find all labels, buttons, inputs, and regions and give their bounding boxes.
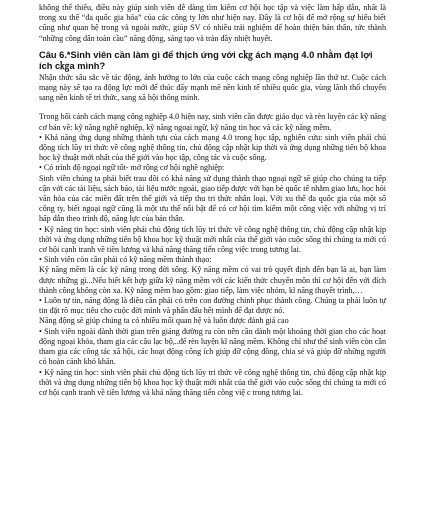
body-paragraph: Kỹ năng mềm là các kỹ năng trong đời sống. Kỹ năng mềm có vai trò quyết định đến bạn là ai, bạn làm được những gì...Nếu biết kết hợp giữa kỹ năng mềm với các kiến thức chuyên môn thì cơ hội đến với đích thành công không còn xa. Kỹ năng mềm bao gồm: giao tiếp, làm việc nhóm, kĩ năng thuyết trình,…: [39, 265, 386, 295]
bullet-paragraph: • Sinh viên còn cần phải có kỹ năng mềm thành thạo:: [39, 255, 212, 265]
lead-paragraph: Nhận thức sâu sắc về tác động, ảnh hưởng to lớn của cuộc cách mạng công nghiệp lần thứ tư. Cuộc cách mạng này sẽ tạo ra động lực mới để thúc đẩy mạnh mẽ nền kinh tế nhiều quốc gia, vùng lãnh thổ chuyển sang nền kinh tế tri thức, sang xã hội thông minh.: [39, 72, 386, 103]
question-heading: Câu 6.*Sinh viên cần làm gì để thịch ứng với c㎏ ách mạng 4.0 nhằm đạt lợi ích c㎏a mình?: [39, 49, 373, 71]
bullet-paragraph: • Kỹ năng tin học: sinh viên phải chủ động tích lũy tri thức về công nghệ thông tin, chủ động cập nhật kịp thời và ứng dụng những tiến bộ khoa học kỹ thuật mới nhất của thế giới vào cuộc sống thì chúng ta mới có cơ hội cạnh tranh về tiền lương và khả năng thăng tiến công việc trong tương lai.: [39, 224, 386, 255]
bullet-paragraph: • Sinh viên ngoài dành thời gian trên giảng đường ra còn nên cần dành một khoảng thời gian cho các hoạt động ngoại khóa, tham gia các câu lạc bộ,..để rèn luyện kĩ năng mềm. Không chỉ như thế sinh viên còn cần tham gia các công tác xã hội, các hoạt động công ích giúp đỡ cộng đồng, chia sẻ và giúp đỡ những người có hoàn cảnh khó khăn.: [39, 326, 386, 367]
bullet-paragraph: • Có trình độ ngoại ngữ tốt- mở rộng cơ hội nghề nghiệp:: [39, 163, 225, 173]
body-paragraph: Năng động sẽ giúp chúng ta có nhiều mối quan hệ và luôn được đánh giá cao: [39, 316, 289, 326]
bullet-paragraph: • Kỹ năng tin học: sinh viên phải chủ động tích lũy tri thức về công nghệ thông tin, chủ động cập nhật kịp thời và ứng dụng những tiến bộ khoa học kỹ thuật mới nhất của thế giới vào cuộc sống thì chúng ta mới có cơ hội cạnh tranh về tiền lương và khả năng thăng tiến công việ c trong tương lai.: [39, 367, 386, 397]
body-paragraph: Sinh viên chúng ta phải biết trau dồi có khả năng sử dụng thành thạo ngoại ngữ sẽ giúp cho chúng ta tiếp cận với các tài liệu, sách báo, tài liệu nước ngoài, giao tiếp được với bạn bè quốc tế nhằm giao lưu, học hỏi văn hóa của các miền đất trên thế giới và tiếp thu tri thức nhân loại. Với xu thế đa quốc gia của một số công ty, biết ngoại ngữ cũng là một ưu thế nổi bật để có cơ hội tìm kiếm một công việc với những vị trí hấp dẫn theo trình độ, năng lực của bản thân.: [39, 173, 386, 224]
intro-paragraph: không thể thiếu, điều này giúp sinh viên dễ dàng tìm kiếm cơ hội học tập và việc làm hấp dẫn, nhất là trong xu thế “đa quốc gia hóa” của các công ty lớn như hiện nay. Đây là cơ hội để mở rộng sự hiểu biết cũng như quan hệ trong và ngoài nước, giúp SV có nhiều trải nghiệm để hoàn thiện bản thân, tức thành “những công dân toàn cầu” năng động, sáng tạo và tràn đầy nhiệt huyết.: [39, 3, 386, 43]
paragraph-gap: [39, 103, 386, 112]
body-paragraph: Trong bối cảnh cách mạng công nghiệp 4.0 hiện nay, sinh viên cần được giáo dục và rèn luyện các kỹ năng cơ bản về: kỹ năng nghề nghiệp, kỹ năng ngoại ngữ, kỹ năng tin học và các kỹ năng mềm.: [39, 112, 386, 132]
bullet-paragraph: • Khả năng ứng dụng những thành tựu của cách mạng 4.0 trong học tập, nghiên cứu: sinh viên phải chủ động tích lũy tri thức về công nghệ thông tin, chủ động cập nhật kịp thời và ứng dụng những tiến bộ khoa học kỹ thuật mới nhất của thế giới vào học tập, công tác và cuộc sống.: [39, 132, 386, 163]
bullet-paragraph: • Luôn tự tin, năng động là điều cần phải có trên con đường chinh phục thành công. Chúng ta phải luôn tự tin đặt rõ mục tiêu cho cuộc đời mình và phấn đấu hết mình để đạt được nó.: [39, 296, 386, 316]
